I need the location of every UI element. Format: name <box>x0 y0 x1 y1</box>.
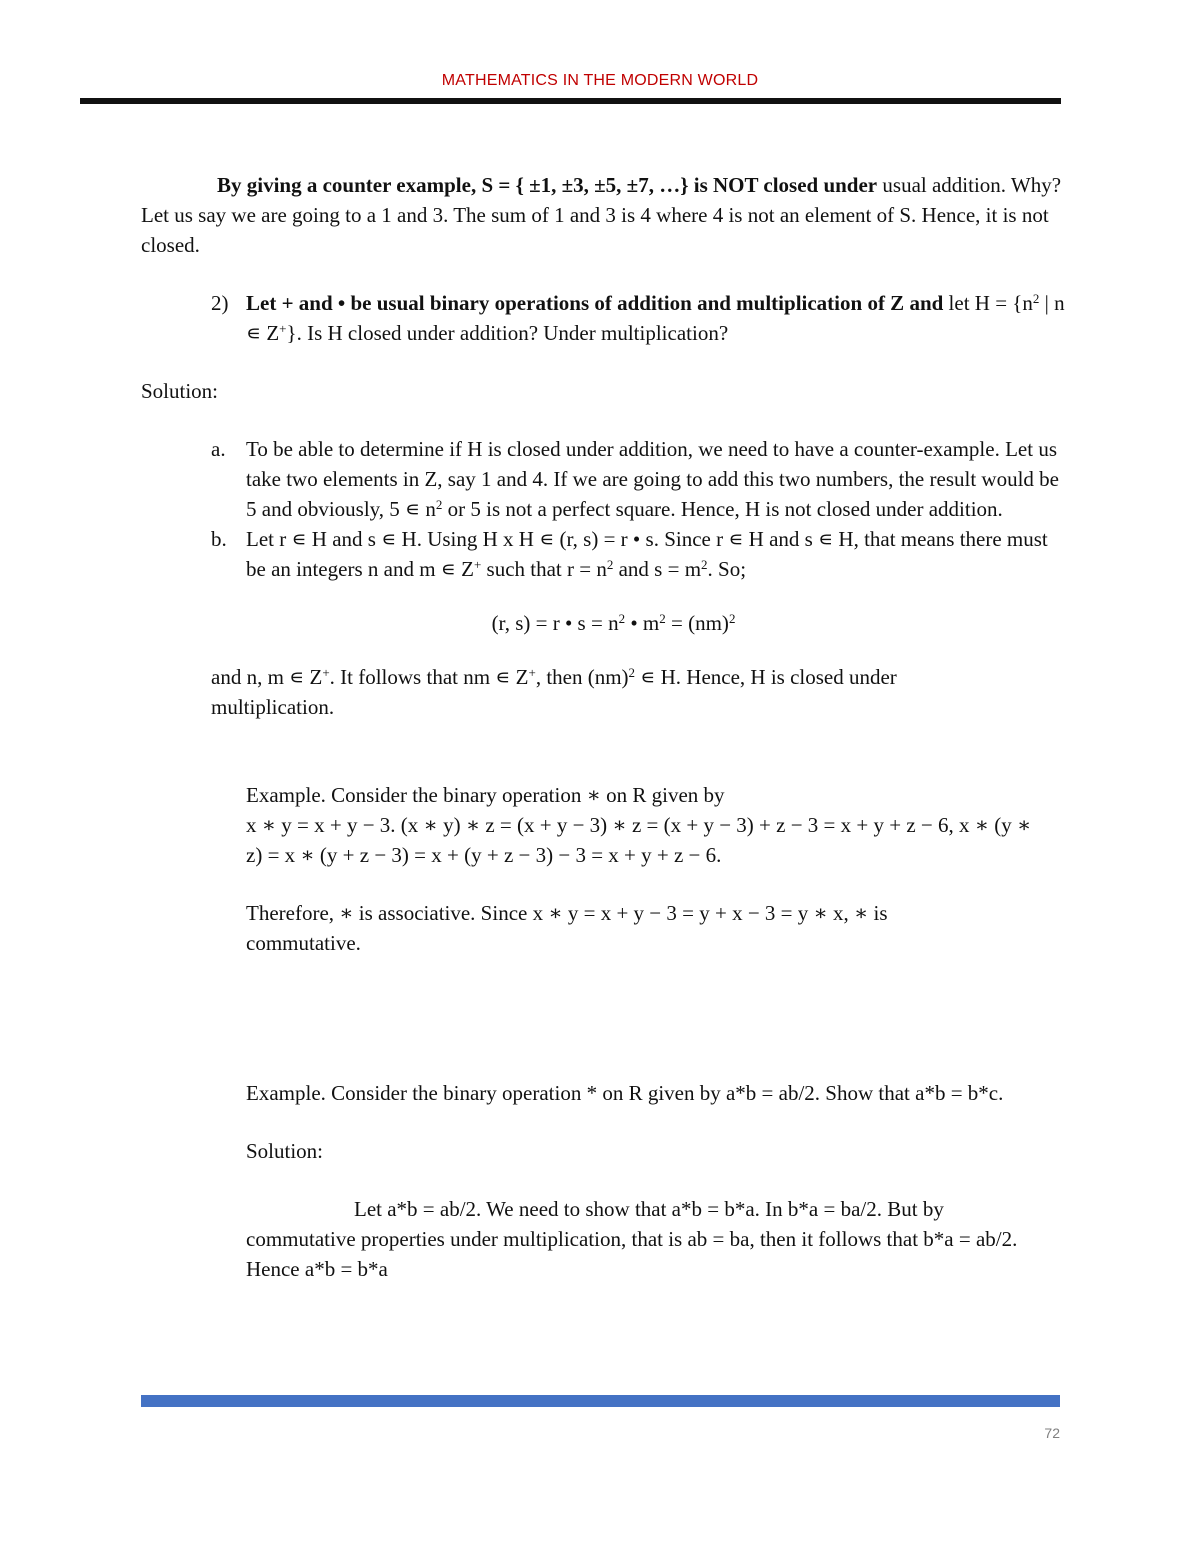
conclusion-text: and n, m ∊ Z <box>211 665 323 689</box>
superscript: + <box>473 557 482 572</box>
counter-example-paragraph <box>141 170 1066 260</box>
superscript: 2 <box>701 557 708 572</box>
problem-2-text: let H = {n <box>948 291 1033 315</box>
problem-2-statement <box>246 288 1066 348</box>
example-2-solution-label: Solution: <box>246 1139 324 1163</box>
example-1-therefore: Therefore, ∗ is associative. Since x ∗ y = x + y − 3 = y + x − 3 = y ∗ x, ∗ is commutative. <box>246 901 888 955</box>
example-1-work: x ∗ y = x + y − 3. (x ∗ y) ∗ z = (x + y − 3) ∗ z = (x + y − 3) + z − 3 = x + y + z − 6, x ∗ (y ∗ z) = x ∗ (y + z − 3) = x + (y + z − 3) − 3 = x + y + z − 6. <box>246 813 1032 867</box>
superscript: 2 <box>728 611 736 626</box>
superscript: 2 <box>1032 291 1040 306</box>
part-a-text-2: or 5 is not a perfect square. Hence, H is not closed under addition. <box>442 497 1003 521</box>
example-1-intro: Example. Consider the binary operation ∗ on R given by <box>246 783 725 807</box>
problem-2-text: | n ∊ Z <box>246 291 1065 345</box>
conclusion-text: , then (nm) <box>535 665 629 689</box>
example-associative <box>141 780 1066 958</box>
superscript: 2 <box>435 497 443 512</box>
page-content <box>141 170 1066 1284</box>
superscript: + <box>279 321 287 336</box>
superscript: + <box>528 665 536 680</box>
example-commutative <box>141 1078 1066 1284</box>
conclusion <box>141 662 1066 722</box>
problem-2-text: }. Is H closed under addition? Under multiplication? <box>286 321 729 345</box>
page-number: 72 <box>1044 1425 1060 1441</box>
part-b-label: b. <box>211 527 227 551</box>
example-2-intro: Example. Consider the binary operation * on R given by a*b = ab/2. Show that a*b = b*c. <box>246 1081 1004 1105</box>
footer-rule <box>141 1395 1060 1407</box>
part-b-text-4: . So; <box>707 557 747 581</box>
part-b <box>141 524 1066 584</box>
problem-2 <box>141 288 1066 348</box>
part-b-text-2: such that r = n <box>481 557 607 581</box>
part-b-text-3: and s = m <box>613 557 702 581</box>
conclusion-text: . It follows that nm ∊ Z <box>329 665 529 689</box>
equation-text: = (nm) <box>665 611 729 635</box>
conclusion-text: ∊ H. Hence, H is closed under multiplication. <box>211 665 897 719</box>
part-a-text <box>246 434 1066 524</box>
part-b-text-1: Let r ∊ H and s ∊ H. Using H x H ∊ (r, s) = r • s. Since r ∊ H and s ∊ H, that means there must be an integers n and m ∊ Z <box>246 527 1048 581</box>
superscript: + <box>322 665 330 680</box>
superscript: 2 <box>628 665 636 680</box>
page-header-title: MATHEMATICS IN THE MODERN WORLD <box>441 72 759 89</box>
superscript: 2 <box>618 611 626 626</box>
problem-2-bold-line: Let + and • be usual binary operations of addition and multiplication of Z and <box>246 291 944 315</box>
header-rule <box>80 98 1061 104</box>
equation <box>141 608 1066 638</box>
problem-number: 2) <box>211 291 229 315</box>
equation-text: • m <box>625 611 660 635</box>
counter-example-bold: By giving a counter example, S = { ±1, ±3, ±5, ±7, …} is NOT closed under <box>217 173 878 197</box>
part-a <box>141 434 1066 524</box>
superscript: 2 <box>606 557 614 572</box>
superscript: 2 <box>659 611 666 626</box>
part-b-text <box>246 524 1066 584</box>
equation-text: (r, s) = r • s = n <box>491 611 619 635</box>
solution-label: Solution: <box>141 379 219 403</box>
counter-example-text: usual addition. Why? Let us say we are going to a 1 and 3. The sum of 1 and 3 is 4 where 4 is not an element of S. Hence, it is not closed. <box>141 173 1062 257</box>
example-2-body: Let a*b = ab/2. We need to show that a*b = b*a. In b*a = ba/2. But by commutative properties under multiplication, that is ab = ba, then it follows that b*a = ab/2. Hence a*b = b*a <box>246 1197 1018 1281</box>
part-a-text-1: To be able to determine if H is closed under addition, we need to have a counter-example. Let us take two elements in Z, say 1 and 4. If we are going to add this two numbers, the result would be 5 and obviously, 5 ∊ n <box>246 437 1059 521</box>
part-a-label: a. <box>211 437 226 461</box>
